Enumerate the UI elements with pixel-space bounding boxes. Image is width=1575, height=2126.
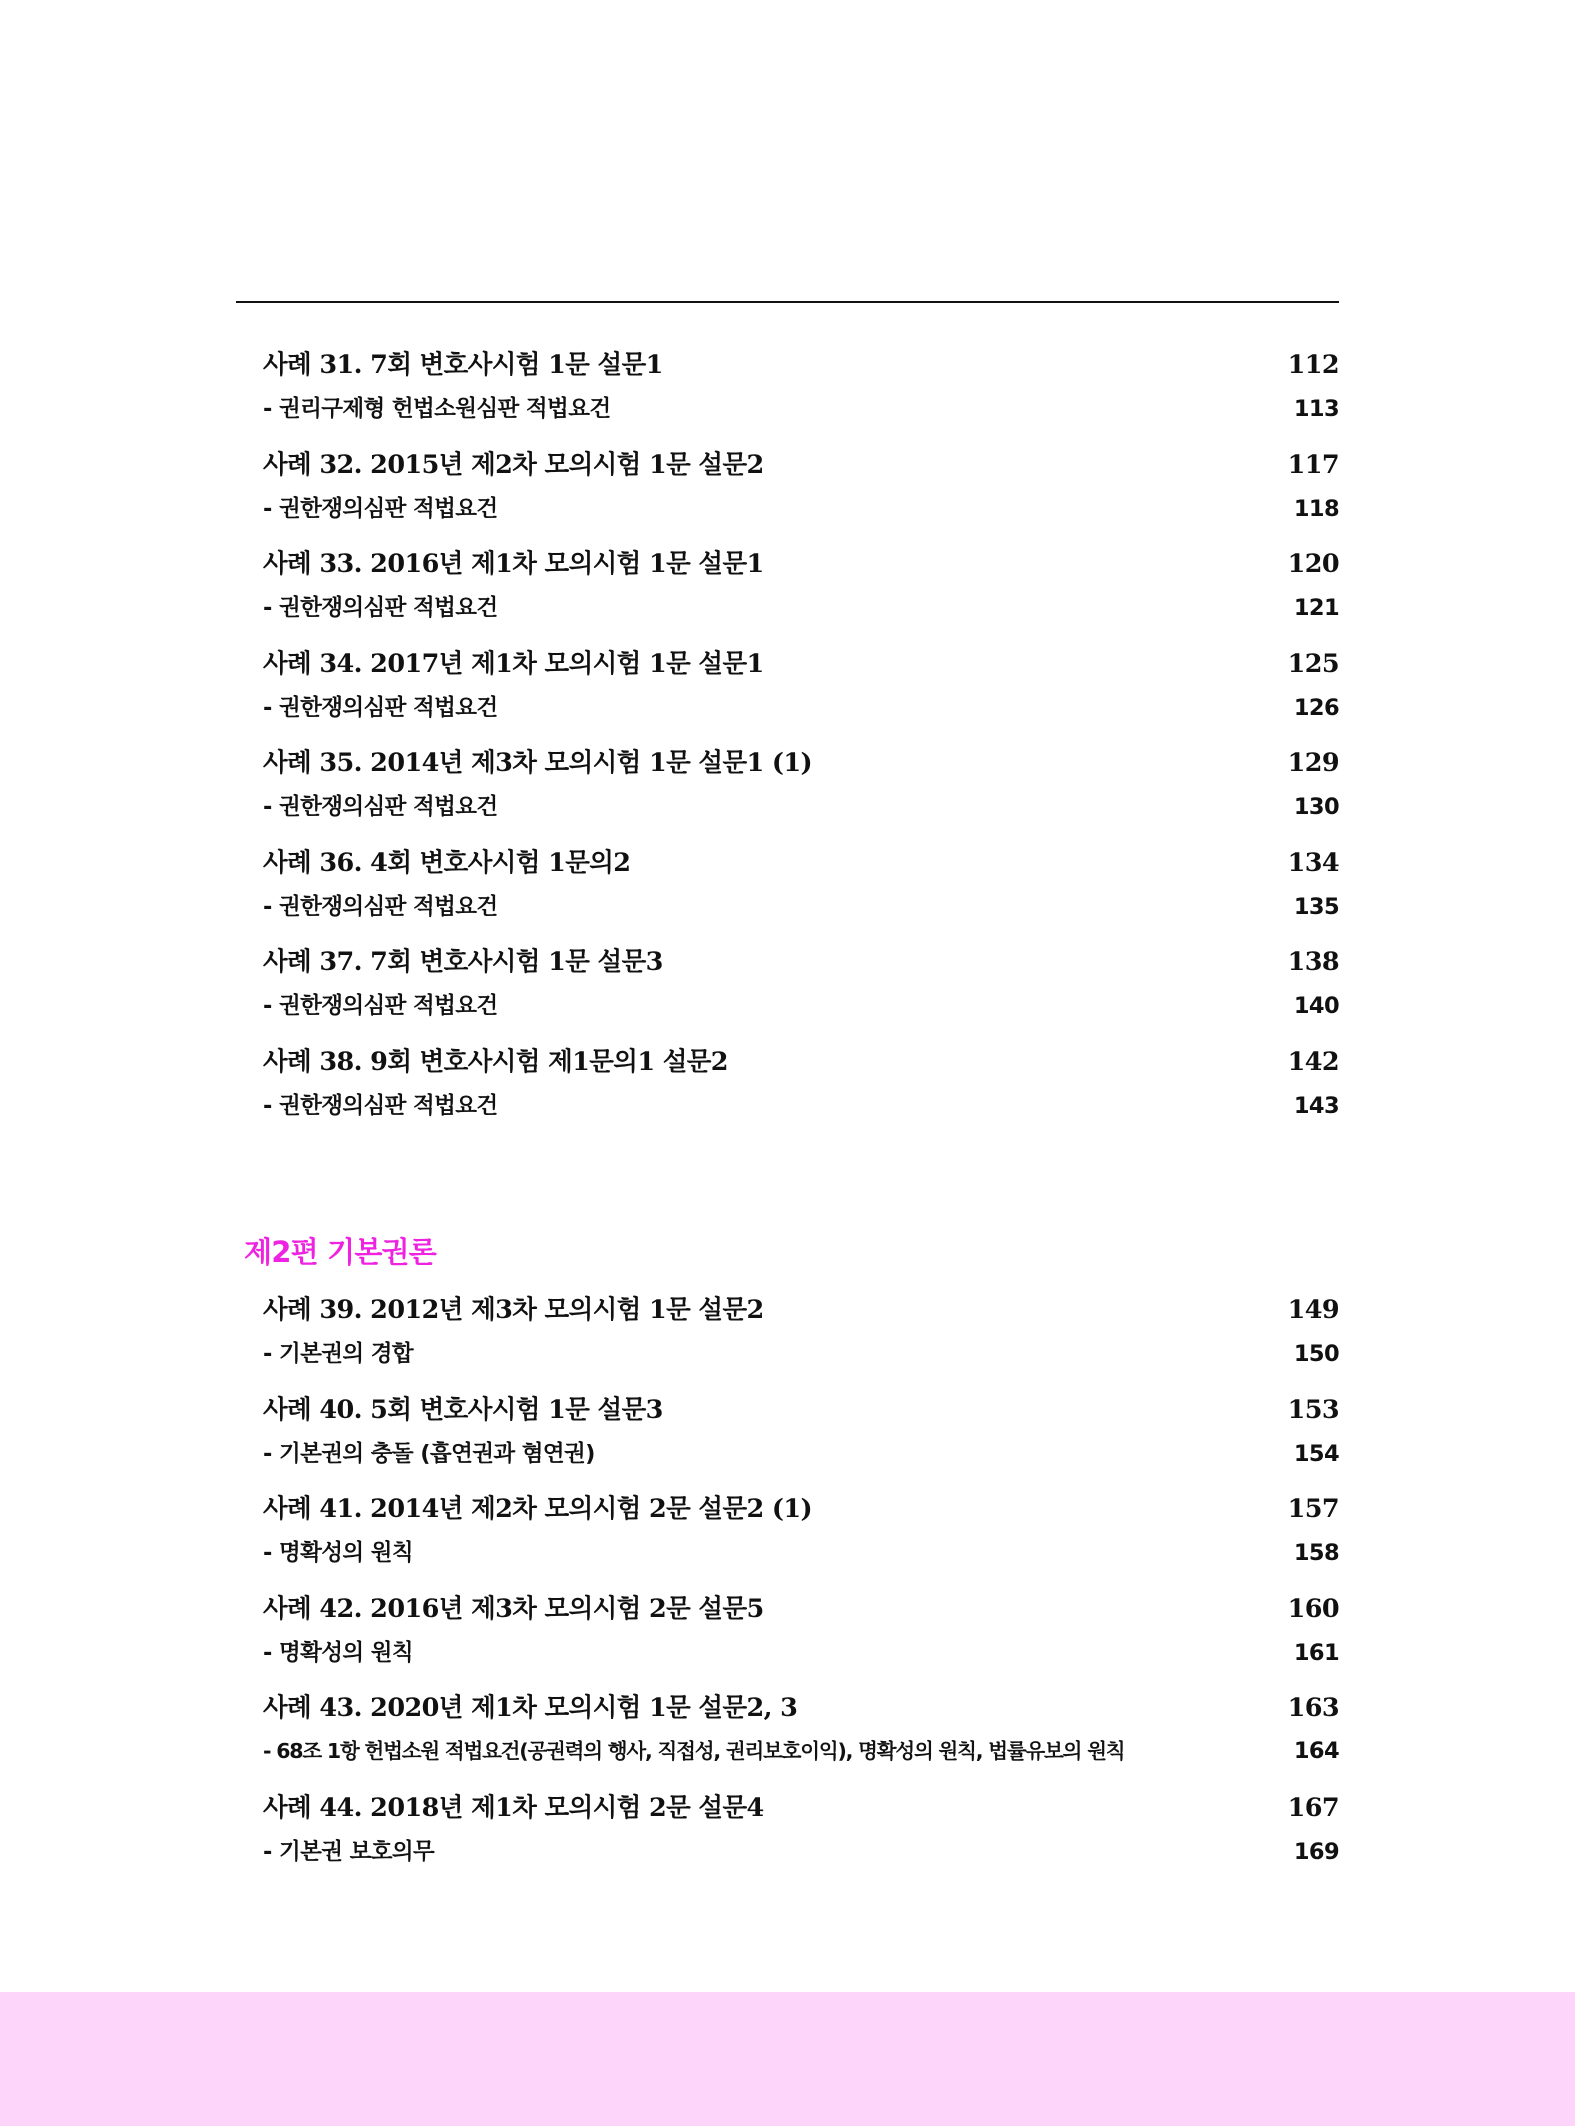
toc-entry-page: 160 [1287,1593,1339,1624]
toc-entry [263,1589,1339,1689]
toc-entry-title: 사례 39. 2012년 제3차 모의시험 1문 설문2 [263,1295,764,1325]
toc-subentry-row[interactable] [263,1088,1339,1133]
toc-entry [263,1688,1339,1788]
toc-entry-title: 사례 44. 2018년 제1차 모의시험 2문 설문4 [263,1792,764,1823]
toc-entry-page: 142 [1287,1046,1339,1077]
toc-subentry-page: 140 [1293,993,1339,1019]
toc-subentry-row[interactable] [263,988,1339,1033]
toc-section-1 [263,345,1339,1141]
toc-subentry-page: 143 [1293,1092,1339,1119]
toc-section-2 [263,1290,1339,1887]
toc-entry [263,1390,1339,1490]
toc-entry [263,644,1339,744]
toc-subentry-page: 169 [1293,1838,1339,1865]
toc-entry-title-row[interactable] [263,1589,1339,1635]
toc-subentry-row[interactable] [263,590,1339,635]
toc-entry [263,445,1339,545]
toc-subentry-row[interactable] [263,690,1339,735]
toc-subentry-row[interactable] [263,1535,1339,1580]
toc-subentry-page: 161 [1293,1639,1339,1666]
toc-entry-title-row[interactable] [263,1688,1339,1734]
toc-subentry-title: - 권한쟁의심판 적법요건 [263,595,498,621]
toc-entry-page: 125 [1287,648,1339,679]
toc-subentry-page: 113 [1293,396,1339,422]
toc-entry-page: 129 [1287,748,1339,778]
toc-entry-page: 120 [1287,549,1339,579]
toc-subentry-page: 118 [1293,495,1339,522]
toc-entry-title-row[interactable] [263,1788,1339,1834]
toc-entry [263,843,1339,943]
toc-subentry-page: 164 [1293,1738,1339,1764]
toc-entry-title: 사례 43. 2020년 제1차 모의시험 1문 설문2, 3 [263,1693,798,1723]
toc-subentry-title: - 권한쟁의심판 적법요건 [263,794,498,820]
toc-subentry-title: - 권한쟁의심판 적법요건 [263,495,498,522]
toc-subentry-row[interactable] [263,391,1339,436]
toc-entry-title-row[interactable] [263,1489,1339,1535]
toc-subentry-row[interactable] [263,491,1339,536]
toc-entry [263,743,1339,843]
toc-entry [263,1788,1339,1888]
toc-entry [263,1290,1339,1390]
toc-entry [263,942,1339,1042]
toc-entry [263,544,1339,644]
toc-subentry-row[interactable] [263,889,1339,934]
toc-entry-title: 사례 40. 5회 변호사시험 1문 설문3 [263,1394,663,1425]
part-heading: 제2편 기본권론 [244,1235,436,1269]
toc-entry-title: 사례 42. 2016년 제3차 모의시험 2문 설문5 [263,1593,764,1624]
toc-subentry-title: - 기본권 보호의무 [263,1838,435,1865]
toc-entry-title: 사례 38. 9회 변호사시험 제1문의1 설문2 [263,1046,728,1077]
toc-subentry-page: 126 [1293,694,1339,721]
toc-subentry-page: 135 [1293,893,1339,920]
toc-subentry-title: - 기본권의 충돌 (흡연권과 혐연권) [263,1440,595,1467]
toc-entry-page: 149 [1287,1295,1339,1325]
toc-entry-page: 138 [1287,947,1339,977]
toc-entry-title: 사례 36. 4회 변호사시험 1문의2 [263,847,631,878]
toc-subentry-row[interactable] [263,1635,1339,1680]
toc-entry-title: 사례 33. 2016년 제1차 모의시험 1문 설문1 [263,549,764,579]
toc-entry-page: 167 [1287,1792,1339,1823]
toc-subentry-row[interactable] [263,1734,1339,1779]
top-divider [236,301,1339,303]
toc-subentry-row[interactable] [263,1336,1339,1381]
toc-subentry-row[interactable] [263,789,1339,834]
toc-subentry-title: - 기본권의 경합 [263,1341,414,1367]
toc-subentry-page: 130 [1293,794,1339,820]
toc-entry-title: 사례 32. 2015년 제2차 모의시험 1문 설문2 [263,449,764,480]
toc-subentry-page: 158 [1293,1540,1339,1566]
toc-entry-title: 사례 35. 2014년 제3차 모의시험 1문 설문1 (1) [263,748,812,778]
toc-entry-title: 사례 34. 2017년 제1차 모의시험 1문 설문1 [263,648,764,679]
toc-entry-title: 사례 31. 7회 변호사시험 1문 설문1 [263,350,663,380]
toc-subentry-title: - 명확성의 원칙 [263,1639,414,1666]
toc-entry-title-row[interactable] [263,743,1339,789]
toc-subentry-row[interactable] [263,1436,1339,1481]
toc-entry-title-row[interactable] [263,843,1339,889]
toc-subentry-title: - 권리구제형 헌법소원심판 적법요건 [263,396,611,422]
toc-entry-title-row[interactable] [263,942,1339,988]
toc-entry-page: 112 [1287,350,1339,380]
toc-entry-title-row[interactable] [263,644,1339,690]
toc-entry-title-row[interactable] [263,345,1339,391]
toc-subentry-title: - 권한쟁의심판 적법요건 [263,1092,498,1119]
toc-subentry-title: - 명확성의 원칙 [263,1540,414,1566]
toc-entry-title: 사례 37. 7회 변호사시험 1문 설문3 [263,947,663,977]
toc-subentry-title: - 권한쟁의심판 적법요건 [263,694,498,721]
toc-entry [263,345,1339,445]
toc-entry-title-row[interactable] [263,445,1339,491]
toc-entry-page: 153 [1287,1394,1339,1425]
toc-subentry-title: - 권한쟁의심판 적법요건 [263,893,498,920]
toc-entry-page: 163 [1287,1693,1339,1723]
toc-entry-title: 사례 41. 2014년 제2차 모의시험 2문 설문2 (1) [263,1494,812,1524]
toc-subentry-row[interactable] [263,1834,1339,1879]
toc-subentry-page: 121 [1293,595,1339,621]
toc-subentry-page: 150 [1293,1341,1339,1367]
toc-entry-page: 134 [1287,847,1339,878]
toc-entry [263,1042,1339,1142]
toc-entry-page: 117 [1287,449,1339,480]
toc-entry-title-row[interactable] [263,1042,1339,1088]
toc-entry-title-row[interactable] [263,1290,1339,1336]
toc-entry-page: 157 [1287,1494,1339,1524]
toc-subentry-page: 154 [1293,1440,1339,1467]
toc-entry-title-row[interactable] [263,544,1339,590]
toc-subentry-title: - 권한쟁의심판 적법요건 [263,993,498,1019]
toc-entry-title-row[interactable] [263,1390,1339,1436]
toc-entry [263,1489,1339,1589]
footer-color-band [0,1992,1575,2126]
toc-subentry-title: - 68조 1항 헌법소원 적법요건(공권력의 행사, 직접성, 권리보호이익), 명확성의 원칙, 법률유보의 원칙 [263,1739,1125,1763]
